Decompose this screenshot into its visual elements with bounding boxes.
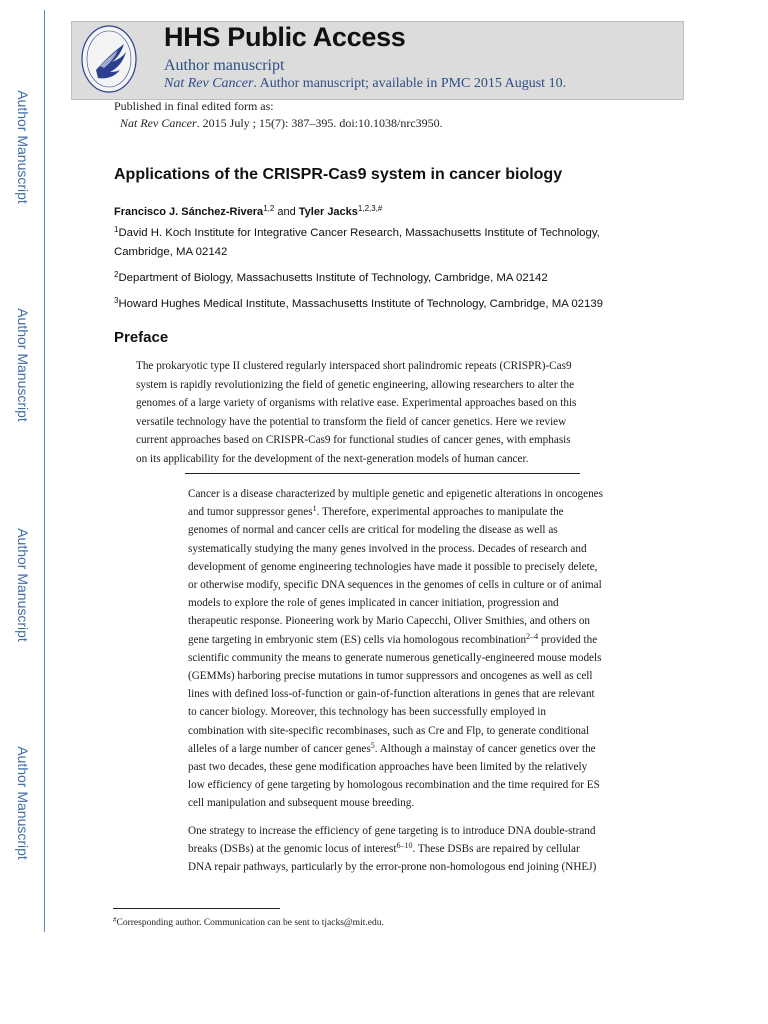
affiliation-text: Department of Biology, Massachusetts Institute of Technology, Cambridge, MA 02142 — [118, 272, 548, 284]
side-label-author-manuscript — [4, 510, 42, 660]
author-list — [114, 206, 382, 218]
body-text-run: . Therefore, experimental approaches to manipulate the — [316, 506, 564, 519]
body-line: One strategy to increase the efficiency of gene targeting is to introduce DNA double-strand — [188, 825, 596, 837]
left-margin-rule — [44, 10, 45, 932]
citation-ref: 5 — [370, 740, 375, 750]
side-label-author-manuscript — [4, 728, 42, 878]
article-title: Applications of the CRISPR-Cas9 system in cancer biology — [114, 166, 563, 183]
body-line — [188, 840, 658, 858]
author-affiliation-sup: 1,2 — [263, 204, 275, 213]
body-line: development of genome engineering technologies have made it possible to precisely delete, — [188, 560, 598, 573]
body-text-run: . Although a mainstay of cancer genetics over the — [374, 742, 596, 755]
affiliation-text: David H. Koch Institute for Integrative Cancer Research, Massachusetts Institute of Technology, — [118, 227, 600, 239]
hhs-public-access-title: HHS Public Access — [164, 22, 406, 52]
author-conjunction: and — [274, 206, 299, 218]
author-manuscript-subtitle: Author manuscript — [164, 57, 285, 74]
availability-text: . Author manuscript; available in PMC 2015 August 10. — [253, 76, 567, 91]
body-line: or otherwise modify, specific DNA sequences in the genomes of cells in culture or of animal — [188, 579, 602, 592]
affiliation-number: 2 — [114, 270, 119, 279]
preface-heading: Preface — [114, 329, 169, 346]
body-line: (GEMMs) harboring precise mutations in tumor suppressors and oncogenes as well as cell — [188, 670, 593, 683]
body-line: Cancer is a disease characterized by multiple genetic and epigenetic alterations in oncogenes — [188, 488, 604, 500]
body-line: to cancer biology. Moreover, this technology has been successfully employed in — [188, 706, 546, 719]
affiliation-line — [114, 295, 664, 314]
author-name: Tyler Jacks — [298, 206, 358, 218]
abstract-line: system is rapidly revolutionizing the field of genetic engineering, allowing researchers to alter the — [136, 378, 575, 391]
citation-line — [120, 116, 443, 131]
body-line — [188, 740, 658, 758]
body-line: past two decades, these gene modification approaches have been limited by the relatively — [188, 761, 588, 774]
body-paragraph — [188, 822, 658, 877]
abstract-line: The prokaryotic type II clustered regularly interspaced short palindromic repeats (CRISPR)-Cas9 — [136, 360, 572, 372]
affiliation-line — [114, 269, 664, 288]
affiliation — [114, 224, 664, 262]
preface-abstract — [136, 357, 656, 468]
body-line: genomes of normal and cancer cells are critical for modeling the disease as well as — [188, 524, 558, 537]
citation-ref: 6–10 — [396, 841, 413, 851]
affiliation-number: 3 — [114, 296, 119, 305]
side-label-text: Author Manuscript — [15, 90, 32, 204]
body-text-run: . These DSBs are repaired by cellular — [412, 843, 580, 856]
body-line: combination with site-specific recombinases, such as Cre and Flp, to generate conditional — [188, 724, 590, 737]
affiliation — [114, 295, 664, 314]
body-line: models to explore the role of genes implicated in cancer initiation, progression and — [188, 597, 559, 610]
affiliation — [114, 269, 664, 288]
affiliation-text: Howard Hughes Medical Institute, Massachusetts Institute of Technology, Cambridge, MA 02139 — [118, 298, 604, 310]
author-affiliation-sup: 1,2,3,# — [357, 204, 383, 213]
side-label-text: Author Manuscript — [15, 746, 32, 860]
body-line: therapeutic response. Pioneering work by Mario Capecchi, Oliver Smithies, and others on — [188, 615, 591, 628]
affiliation-line — [114, 224, 664, 243]
body-line: cell manipulation and subsequent mouse breeding. — [188, 797, 415, 810]
side-label-author-manuscript — [4, 72, 42, 222]
side-label-author-manuscript — [4, 290, 42, 440]
citation-ref: 2–4 — [526, 631, 539, 641]
citation-details: . 2015 July ; 15(7): 387–395. doi:10.1038/nrc3950. — [196, 116, 443, 130]
body-text-run: and tumor suppressor genes — [188, 506, 313, 519]
body-text-run: alleles of a large number of cancer genes — [188, 742, 371, 755]
body-line: systematically studying the many genes involved in the process. Decades of research and — [188, 542, 587, 555]
footnote-marker: # — [113, 916, 117, 924]
body-line: DNA repair pathways, particularly by the error-prone non-homologous end joining (NHEJ) — [188, 861, 597, 874]
abstract-line: genomes of a large variety of organisms with relative ease. Experimental approaches based on this — [136, 397, 577, 409]
published-label: Published in final edited form as: — [114, 99, 274, 113]
abstract-line: on its applicability for the development of the next-generation models of human cancer. — [136, 452, 529, 465]
body-line: lines with defined loss-of-function or gain-of-function alterations in genes that are relevant — [188, 688, 595, 701]
manuscript-availability — [164, 76, 566, 92]
side-label-text: Author Manuscript — [15, 528, 32, 642]
abstract-line: versatile technology have the potential to transform the field of cancer genetics. Here we review — [136, 415, 567, 428]
body-line — [188, 503, 658, 521]
body-text-run: breaks (DSBs) at the genomic locus of interest — [188, 843, 397, 856]
citation-journal: Nat Rev Cancer — [120, 116, 197, 130]
author-name: Francisco J. Sánchez-Rivera — [114, 206, 264, 218]
abstract-line: current approaches based on CRISPR-Cas9 for functional studies of cancer genes, with emphasis — [136, 434, 571, 446]
hhs-eagle-seal-icon — [80, 22, 138, 96]
affiliation-line: Cambridge, MA 02142 — [114, 246, 228, 258]
side-label-text: Author Manuscript — [15, 308, 32, 422]
body-paragraph — [188, 485, 658, 813]
citation-ref: 1 — [312, 504, 317, 514]
body-line: scientific community the means to generate numerous genetically-engineered mouse models — [188, 651, 602, 664]
body-text-run: gene targeting in embryonic stem (ES) cells via homologous recombination — [188, 633, 527, 646]
journal-name: Nat Rev Cancer — [164, 76, 254, 91]
body-text-run: provided the — [538, 633, 598, 646]
abstract-divider — [185, 473, 580, 474]
footnote-text: Corresponding author. Communication can be sent to tjacks@mit.edu. — [116, 918, 384, 928]
footnote-divider — [113, 908, 280, 909]
body-line — [188, 631, 658, 649]
body-line: low efficiency of gene targeting by homologous recombination and the time required for ES — [188, 779, 600, 792]
affiliation-number: 1 — [114, 225, 119, 234]
corresponding-author-footnote — [113, 918, 384, 928]
